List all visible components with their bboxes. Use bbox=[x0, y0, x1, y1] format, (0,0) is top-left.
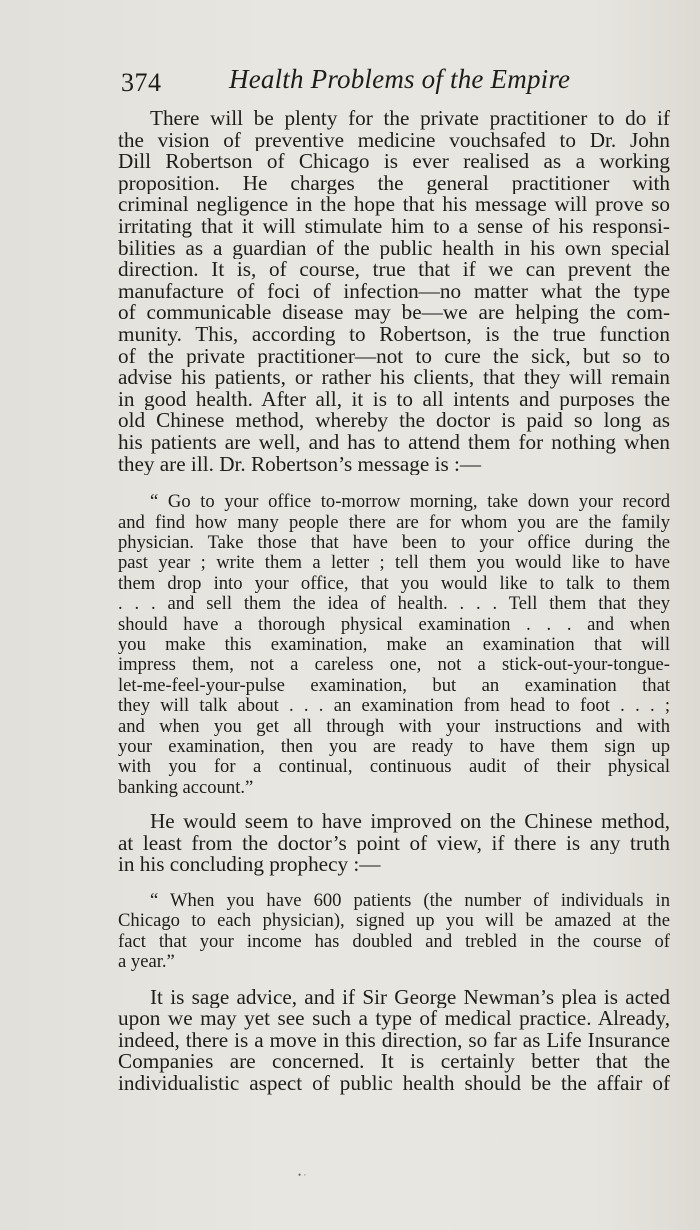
text-line: past year ; write them a letter ; tell them you would like to have bbox=[118, 553, 670, 574]
text-line: the vision of preventive medicine vouchsafed to Dr. John bbox=[118, 129, 670, 152]
text-line: in his concluding prophecy :— bbox=[118, 854, 381, 876]
text-line: individualistic aspect of public health should be the affair of bbox=[118, 1072, 670, 1095]
text-line: “ When you have 600 patients (the number of individuals in bbox=[150, 890, 670, 911]
paragraph-sage-advice bbox=[118, 987, 670, 1095]
text-line: advise his patients, or rather his clients, that they will remain bbox=[118, 367, 670, 389]
text-line: fact that your income has doubled and trebled in the course of bbox=[118, 931, 670, 952]
text-line: manufacture of foci of infection—no matter what the type bbox=[118, 280, 670, 303]
page-header bbox=[121, 64, 681, 100]
text-line: Companies are concerned. It is certainly better that the bbox=[118, 1051, 670, 1073]
text-line: at least from the doctor’s point of view, if there is any truth bbox=[118, 832, 670, 855]
text-line: irritating that it will stimulate him to a sense of his responsi- bbox=[118, 215, 670, 238]
text-line: direction. It is, of course, true that if we can prevent the bbox=[118, 259, 670, 281]
text-line: upon we may yet see such a type of medical practice. Already, bbox=[118, 1008, 670, 1030]
text-line: and when you get all through with your instructions and with bbox=[118, 716, 670, 737]
block-quote-1 bbox=[118, 492, 670, 798]
text-line: indeed, there is a move in this direction, so far as Life Insurance bbox=[118, 1029, 670, 1052]
text-line: you make this examination, make an examination that will bbox=[118, 634, 670, 655]
text-line: “ Go to your office to-morrow morning, take down your record bbox=[150, 492, 670, 513]
page-number: 374 bbox=[121, 68, 162, 97]
text-line: of communicable disease may be—we are helping the com- bbox=[118, 302, 670, 324]
text-line: with you for a continual, continuous audit of their physical bbox=[118, 757, 670, 778]
text-line: He would seem to have improved on the Chinese method, bbox=[150, 811, 670, 833]
text-line: in good health. After all, it is to all intents and purposes the bbox=[118, 388, 670, 411]
text-line: bilities as a guardian of the public health in his own special bbox=[118, 237, 670, 260]
text-line: . . . and sell them the idea of health. . . . Tell them that they bbox=[118, 594, 670, 615]
text-line: It is sage advice, and if Sir George Newman’s plea is acted bbox=[150, 986, 670, 1009]
body-text bbox=[118, 108, 670, 1095]
text-line: his patients are well, and has to attend them for nothing when bbox=[118, 431, 670, 454]
paragraph-intro bbox=[118, 108, 670, 475]
paragraph-chinese-method bbox=[118, 811, 670, 876]
text-line: proposition. He charges the general practitioner with bbox=[118, 172, 670, 195]
text-line: physician. Take those that have been to your office during the bbox=[118, 532, 670, 553]
running-title: Health Problems of the Empire bbox=[229, 64, 571, 94]
text-line: old Chinese method, whereby the doctor is paid so long as bbox=[118, 410, 670, 432]
text-line: they are ill. Dr. Robertson’s message is :— bbox=[118, 453, 482, 476]
text-line: Dill Robertson of Chicago is ever realised as a working bbox=[118, 151, 670, 173]
text-line: let-me-feel-your-pulse examination, but an examination that bbox=[118, 675, 670, 696]
text-line: impress them, not a careless one, not a stick-out-your-tongue- bbox=[118, 655, 670, 676]
text-line: them drop into your office, that you would like to talk to them bbox=[118, 573, 670, 594]
text-line: they will talk about . . . an examination from head to foot . . . ; bbox=[118, 696, 670, 717]
text-line: of the private practitioner—not to cure the sick, but so to bbox=[118, 345, 670, 368]
text-line: criminal negligence in the hope that his message will prove so bbox=[118, 194, 670, 216]
text-line: banking account.” bbox=[118, 777, 254, 798]
text-line: should have a thorough physical examination . . . and when bbox=[118, 614, 670, 635]
text-line: and find how many people there are for whom you are the family bbox=[118, 512, 670, 533]
block-quote-2 bbox=[118, 891, 670, 973]
text-line: munity. This, according to Robertson, is the true function bbox=[118, 323, 670, 346]
text-line: Chicago to each physician), signed up you will be amazed at the bbox=[118, 911, 670, 932]
printer-mark: • · bbox=[298, 1170, 307, 1180]
text-line: your examination, then you are ready to have them sign up bbox=[118, 736, 670, 757]
text-line: There will be plenty for the private practitioner to do if bbox=[150, 108, 670, 130]
text-line: a year.” bbox=[118, 952, 175, 973]
